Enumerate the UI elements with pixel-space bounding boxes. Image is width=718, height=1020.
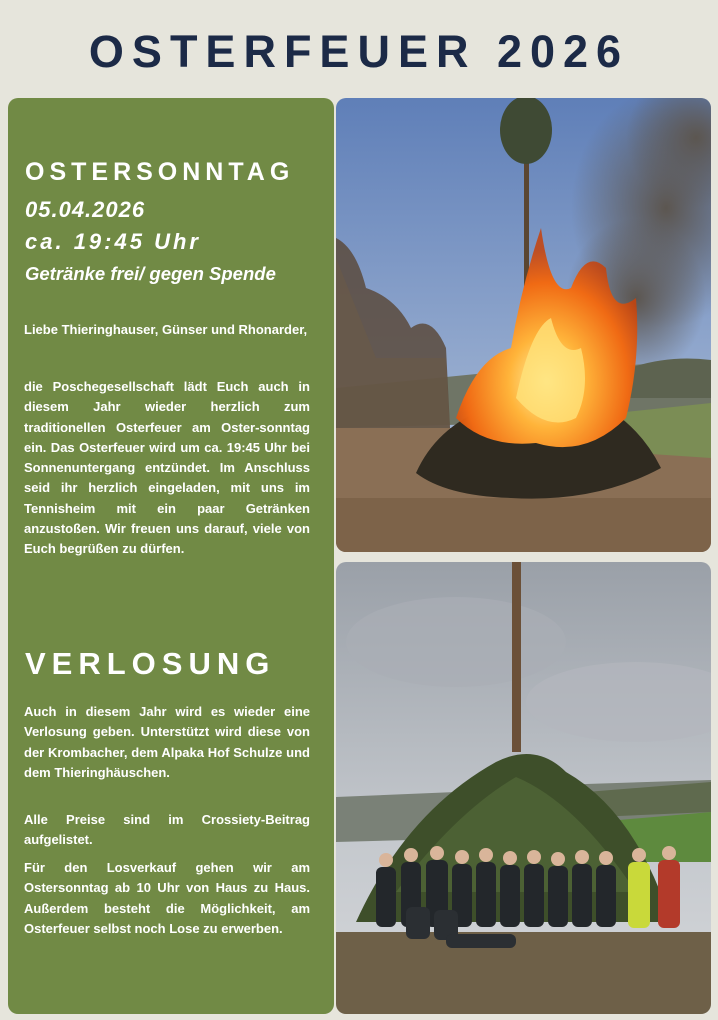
page-title: OSTERFEUER 2026 bbox=[88, 26, 630, 77]
event-date: 05.04.2026 bbox=[25, 197, 146, 222]
event-body: die Poschegesellschaft lädt Euch auch in diesem Jahr wieder herzlich zum traditionellen Osterfeuer am Oster-sonntag ein. Das Osterfeuer wird um ca. 19:45 Uhr bei Sonnenuntergang entzündet. Im Anschluss seid ihr herzlich eingeladen, mit uns im Tennisheim mit ein paar Getränken anzustoßen. Wir freuen uns darauf, viele von Euch begrüßen zu dürfen. bbox=[24, 379, 310, 557]
event-greeting: Liebe Thieringhauser, Günser und Rhonarder, bbox=[24, 322, 308, 337]
bonfire-photo bbox=[336, 98, 711, 552]
event-heading: OSTERSONNTAG bbox=[25, 158, 295, 186]
raffle-heading: VERLOSUNG bbox=[25, 646, 276, 681]
event-time: ca. 19:45 Uhr bbox=[25, 229, 201, 254]
raffle-text-3: Für den Losverkauf gehen wir am Ostersonntag ab 10 Uhr von Haus zu Haus. Außerdem besteht die Möglichkeit, am Osterfeuer selbst noch Lose zu erwerben. bbox=[24, 860, 310, 936]
event-drinks: Getränke frei/ gegen Spende bbox=[25, 263, 276, 284]
raffle-text-2: Alle Preise sind im Crossiety-Beitrag aufgelistet. bbox=[24, 812, 310, 848]
info-panel bbox=[8, 98, 334, 1014]
group-photo bbox=[336, 562, 711, 1014]
raffle-text-1: Auch in diesem Jahr wird es wieder eine Verlosung geben. Unterstützt wird diese von der Krombacher, dem Alpaka Hof Schulze und dem Thieringhäuschen. bbox=[24, 704, 310, 780]
